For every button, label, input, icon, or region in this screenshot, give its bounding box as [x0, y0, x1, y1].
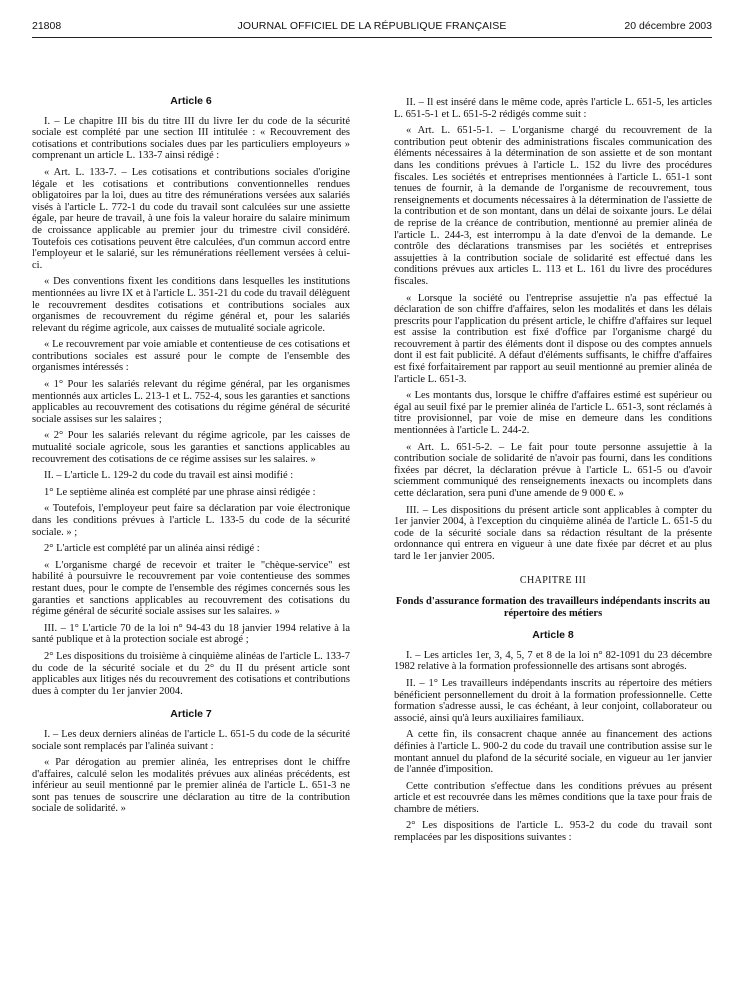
- article-8-heading: Article 8: [532, 629, 574, 642]
- article-7-heading: Article 7: [170, 708, 212, 721]
- header-rule: [32, 37, 712, 38]
- chapter-label: CHAPITRE III: [519, 574, 587, 586]
- paragraph: « Lorsque la société ou l'entreprise assujettie n'a pas effectué la déclaration de son chiffre d'affaires, selon les modalités et dans les délais prescrits pour l'application du présent article, le chiffre d'affaires sur lequel est assise la contribution est fixé d'office par l'organisme chargé du recouvrement à partir des éléments dont il dispose ou des comptes annuels dont il est fait publicité. A défaut d'éléments suffisants, le chiffre d'affaires est fixé forfaitairement par rapport au seuil mentionné au premier alinéa de l'article L. 651-3.: [394, 292, 712, 385]
- paragraph: 2° Les dispositions du troisième à cinquième alinéas de l'article L. 133-7 du code de la sécurité sociale et du 2° du II du présent article sont applicables aux litiges nés du recouvrement des cotisations et contributions dues à compter du 1er janvier 2004.: [32, 650, 350, 697]
- paragraph: III. – Les dispositions du présent article sont applicables à compter du 1er janvier 2004, à l'exception du cinquième alinéa de l'article L. 651-5 du code de la sécurité sociale dans sa rédaction résultant de la présente ordonnance qui entrera en vigueur à une date fixée par décret et au plus tard le 1er janvier 2005.: [394, 504, 712, 562]
- paragraph: II. – L'article L. 129-2 du code du travail est ainsi modifié :: [44, 470, 294, 482]
- paragraph: « 2° Pour les salariés relevant du régime agricole, par les caisses de mutualité sociale agricole, sous les garanties et sanctions applicables au recouvrement des cotisations de ce régime assises sur les salaires. »: [32, 430, 350, 465]
- paragraph: « Toutefois, l'employeur peut faire sa déclaration par voie électronique dans les conditions prévues à l'article L. 133-5 du code de la sécurité sociale. » ;: [32, 503, 350, 538]
- page-number: 21808: [32, 20, 62, 32]
- paragraph: III. – 1° L'article 70 de la loi n° 94-43 du 18 janvier 1994 relative à la santé publique et à la protection sociale est abrogé ;: [32, 622, 350, 646]
- paragraph: II. – 1° Les travailleurs indépendants inscrits au répertoire des métiers bénéficient personnellement du droit à la formation professionnelle. Cette formation s'adresse aussi, le cas échéant, à leur conjoint, collaborateur ou associé, ainsi qu'à leurs auxiliaires familiaux.: [394, 677, 712, 724]
- paragraph: « 1° Pour les salariés relevant du régime général, par les organismes mentionnés aux articles L. 213-1 et L. 752-4, sous les garanties et sanctions applicables au recouvrement des cotisations du régime général de sécurité sociale assises sur les salaires ;: [32, 379, 350, 425]
- publication-date: 20 décembre 2003: [624, 20, 712, 32]
- article-6-heading: Article 6: [170, 95, 212, 107]
- paragraph: II. – Il est inséré dans le même code, après l'article L. 651-5, les articles L. 651-5-1 et L. 651-5-2 rédigés comme suit :: [394, 97, 712, 120]
- paragraph: 2° L'article est complété par un alinéa ainsi rédigé :: [44, 543, 260, 555]
- paragraph: « Art. L. 651-5-2. – Le fait pour toute personne assujettie à la contribution sociale de solidarité de n'avoir pas fourni, dans les conditions fixées par décret, la déclaration prévue à l'article L. 651-5 ou d'avoir sciemment communiqué des renseignements inexacts ou incomplets dans cette déclaration, sera puni d'une amende de 9 000 €. »: [394, 441, 712, 499]
- journal-title: JOURNAL OFFICIEL DE LA RÉPUBLIQUE FRANÇAISE: [237, 20, 507, 32]
- paragraph: A cette fin, ils consacrent chaque année au financement des actions définies à l'article L. 900-2 du code du travail une contribution assise sur le montant annuel du plafond de la sécurité sociale, en vigueur au 1er janvier de l'année d'imposition.: [394, 729, 712, 776]
- paragraph: 2° Les dispositions de l'article L. 953-2 du code du travail sont remplacées par les dispositions suivantes :: [394, 820, 712, 844]
- paragraph: « Le recouvrement par voie amiable et contentieuse de ces cotisations et contributions sociales est assuré pour le compte de l'ensemble des organismes intéressés :: [32, 339, 350, 374]
- paragraph: « Les montants dus, lorsque le chiffre d'affaires estimé est supérieur ou égal au seuil fixé par le premier alinéa de l'article L. 651-3, sont réclamés à titre provisionnel, par voie de mise en demeure dans les conditions mentionnées à l'article L. 244-2.: [394, 390, 712, 437]
- paragraph: « Art. L. 133-7. – Les cotisations et contributions sociales d'origine légale et les cotisations et contributions conventionnelles rendues obligatoires par la loi, dues au titre des rémunérations versées aux salariés visés à l'article L. 772-1 du code du travail sont calculées sur une assiette égale, par heure de travail, à une fois la valeur horaire du salaire minimum de croissance applicable au premier jour du trimestre civil considéré. Toutefois ces cotisations peuvent être calculées, d'un commun accord entre l'employeur et le salarié, sur les rémunérations réellement versées à celui-ci.: [32, 166, 350, 271]
- right-column: [394, 97, 712, 849]
- paragraph: Cette contribution s'effectue dans les conditions prévues au présent article et est recouvrée dans les mêmes conditions que la taxe pour frais de chambre de métiers.: [394, 780, 712, 815]
- paragraph: « Des conventions fixent les conditions dans lesquelles les institutions mentionnées au livre IX et à l'article L. 351-21 du code du travail délèguent le recouvrement desdites cotisations et contributions sociales aux organismes de recouvrement du régime général et, pour les salariés relevant du régime agricole, aux caisses de mutualité sociale agricole.: [32, 276, 350, 334]
- paragraph: « L'organisme chargé de recevoir et traiter le "chèque-service" est habilité à poursuivre le recouvrement par voie contentieuse des sommes restant dues, pour le compte de l'ensemble des régimes concernés sous les garanties et sanctions applicables au recouvrement des cotisations du régime général de sécurité sociale assises sur les salaires. »: [32, 559, 350, 618]
- paragraph: I. – Les deux derniers alinéas de l'article L. 651-5 du code de la sécurité sociale sont remplacés par l'alinéa suivant :: [32, 728, 350, 752]
- chapter-title: Fonds d'assurance formation des travailleurs indépendants inscrits au répertoire des métiers: [395, 596, 711, 620]
- paragraph: « Art. L. 651-5-1. – L'organisme chargé du recouvrement de la contribution peut obtenir des administrations fiscales communication des éléments nécessaires à la détermination de son assiette et de son montant dans les conditions prévues à l'article L. 152 du livre des procédures fiscales. Les sociétés et entreprises mentionnées à l'article L. 651-1 sont tenues de fournir, à la demande de l'organisme de recouvrement, tous renseignements et documents nécessaires à la détermination de l'assiette de la contribution et de son montant, dans un délai de soixante jours. Le délai de reprise de la créance de contribution, mentionné au premier alinéa de l'article L. 244-3, est interrompu à la date d'envoi de la demande. Le contrôle des déclarations transmises par les sociétés et entreprises assujetties à la contribution sociale de solidarité est effectué dans les conditions prévues aux articles L. 113 et L. 161 du livre des procédures fiscales.: [394, 125, 712, 287]
- left-column: [32, 96, 350, 820]
- paragraph: 1° Le septième alinéa est complété par une phrase ainsi rédigée :: [44, 486, 316, 498]
- page-header: [32, 20, 712, 36]
- paragraph: I. – Le chapitre III bis du titre III du livre Ier du code de la sécurité sociale est complété par une section III intitulée : « Recouvrement des cotisations et contributions sociales dues par les particuliers employeurs » comprenant un article L. 133-7 ainsi rédigé :: [32, 115, 350, 162]
- paragraph: I. – Les articles 1er, 3, 4, 5, 7 et 8 de la loi n° 82-1091 du 23 décembre 1982 relative à la formation professionnelle des artisans sont abrogés.: [394, 649, 712, 673]
- paragraph: « Par dérogation au premier alinéa, les entreprises dont le chiffre d'affaires, calculé selon les modalités prévues aux alinéas précédents, est inférieur au seuil mentionné par le premier alinéa de l'article L. 651-3 ne sont pas tenues de souscrire une déclaration au titre de la contribution sociale de solidarité. »: [32, 757, 350, 815]
